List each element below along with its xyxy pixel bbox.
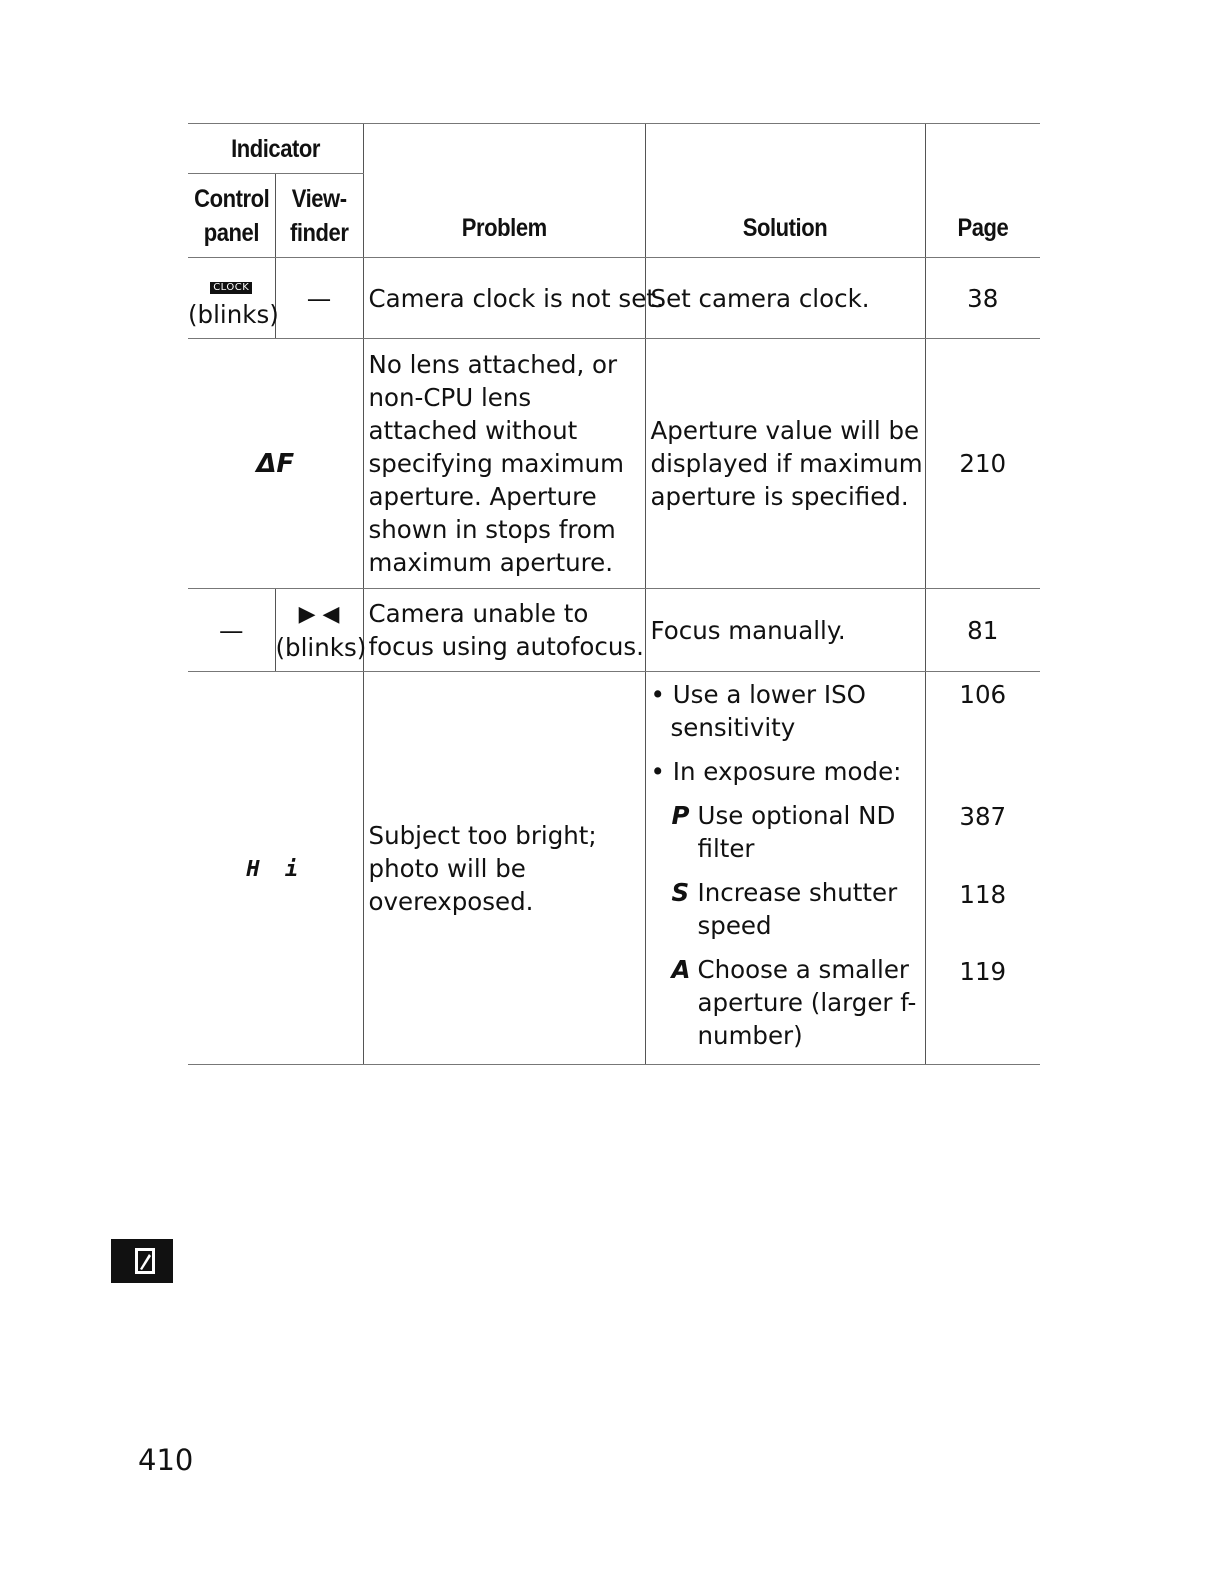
focus-indicator-icon: ▶ ◀ <box>298 602 340 627</box>
row2-indicator <box>188 339 363 589</box>
header-viewfinder: View- finder <box>275 174 363 258</box>
row4-solution <box>645 672 925 1065</box>
mode-a-item <box>651 953 925 1052</box>
indicator-table <box>188 123 1040 1065</box>
mode-p-letter: P <box>671 801 690 830</box>
page-ref: 119 <box>959 957 1007 986</box>
header-indicator: Indicator <box>188 124 363 174</box>
row2-page: 210 <box>925 339 1040 589</box>
mode-a-letter: A <box>671 955 691 984</box>
page-ref: 387 <box>959 802 1007 831</box>
row4-pages <box>925 672 1040 1065</box>
mode-s-text: Increase shutter speed <box>697 878 898 940</box>
page-ref: 106 <box>959 680 1007 709</box>
mode-a-text: Choose a smaller aperture (larger f-number) <box>697 955 917 1050</box>
header-control-panel: Control panel <box>188 174 275 258</box>
row3-page: 81 <box>925 589 1040 672</box>
troubleshooting-tab-icon <box>111 1239 173 1283</box>
header-problem: Problem <box>363 124 645 258</box>
high-exposure-indicator-icon: H i <box>246 856 305 882</box>
row1-control-panel <box>188 258 279 339</box>
mode-s-letter: S <box>671 878 690 907</box>
blinks-note: (blinks) <box>188 300 279 329</box>
table-row <box>188 672 1040 1065</box>
solution-bullet: • In exposure mode: <box>650 757 902 786</box>
row1-problem: Camera clock is not set. <box>363 258 645 339</box>
clock-indicator-icon: CLOCK <box>210 282 252 294</box>
mode-p-text: Use optional ND filter <box>697 801 896 863</box>
no-lens-indicator-icon: ΔF <box>256 448 295 479</box>
row3-viewfinder <box>275 589 367 672</box>
header-solution: Solution <box>645 124 925 258</box>
row1-page: 38 <box>925 258 1040 339</box>
mode-p-item <box>651 799 925 865</box>
page-ref: 118 <box>959 880 1007 909</box>
blinks-note: (blinks) <box>275 633 367 662</box>
row2-solution: Aperture value will be displayed if maximum aperture is specified. <box>645 339 925 589</box>
row4-problem: Subject too bright; photo will be overexposed. <box>363 672 645 1065</box>
row4-indicator <box>188 672 363 1065</box>
row2-problem: No lens attached, or non-CPU lens attached without specifying maximum aperture. Aperture shown in stops from maximum aperture. <box>363 339 645 589</box>
row1-solution: Set camera clock. <box>645 258 925 339</box>
solution-bullet: • Use a lower ISO sensitivity <box>650 680 866 742</box>
row3-control-panel: — <box>188 589 275 672</box>
row1-viewfinder: — <box>275 258 363 339</box>
table-row <box>188 589 1040 672</box>
table-row <box>188 258 1040 339</box>
row3-solution: Focus manually. <box>645 589 925 672</box>
table-row <box>188 339 1040 589</box>
header-page: Page <box>925 124 1040 258</box>
row3-problem: Camera unable to focus using autofocus. <box>363 589 645 672</box>
mode-s-item <box>651 876 925 942</box>
page-number: 410 <box>138 1443 194 1477</box>
